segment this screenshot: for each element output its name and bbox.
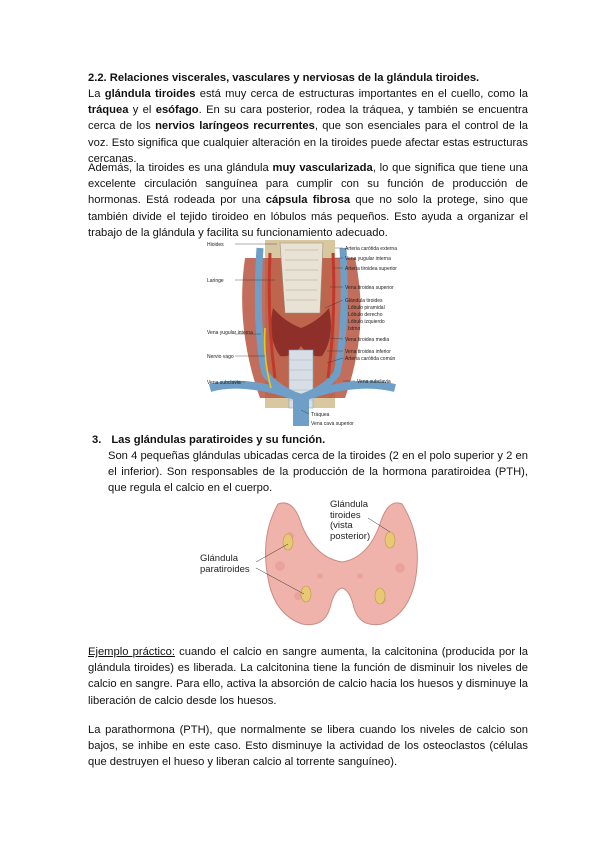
parathyroid-upper-right bbox=[385, 532, 395, 548]
label-vena-subclavia-left: Vena subclavia bbox=[207, 380, 241, 386]
label-glandula-tiroides: Glándula tiroides bbox=[345, 298, 383, 304]
section-heading-3: 3. Las glándulas paratiroides y su función. bbox=[92, 434, 326, 446]
label-arteria-tiroidea-superior: Arteria tiroidea superior bbox=[345, 266, 397, 272]
paragraph-thyroid-relations: La glándula tiroides está muy cerca de estructuras importantes en el cuello, como la tráquea y el esófago. En su cara posterior, rodea la tráquea, y también se encuentra cerca de los nervios laríngeos recurrentes, que son esenciales para el control de la voz. Esto significa que cualquier alteración en la tiroides puede afectar estas estructuras cercanas. bbox=[88, 88, 528, 165]
label-laringe: Laringe bbox=[207, 278, 224, 284]
larynx-shape bbox=[280, 243, 323, 313]
paragraph-practical-example: Ejemplo práctico: cuando el calcio en sangre aumenta, la calcitonina (producida por la glándula tiroides) es liberada. La calcitonina tiene la función de disminuir los niveles de calcio en sangre. Para ello, activa la absorción de calcio hacia los huesos y disminuye la liberación de calcio desde los huesos. bbox=[88, 646, 528, 707]
label-vena-subclavia-right: Vena subclavia bbox=[357, 379, 391, 385]
vena-cava bbox=[293, 398, 309, 426]
parathyroid-upper-left bbox=[283, 534, 293, 550]
label-traquea: Tráquea bbox=[311, 412, 330, 418]
label-nervio-vago: Nervio vago bbox=[207, 354, 234, 360]
thyroid-anatomy-figure bbox=[205, 238, 400, 428]
label-lobulo-derecho: Lóbulo derecho bbox=[348, 312, 383, 318]
label-parathyroid: Glándula paratiroides bbox=[200, 553, 250, 575]
label-vena-yugular-interna-left: Vena yugular interna bbox=[207, 330, 253, 336]
label-vena-yugular-interna-right: Vena yugular interna bbox=[345, 256, 391, 262]
label-vena-cava-superior: Vena cava superior bbox=[311, 421, 354, 427]
paragraph-vascularization: Además, la tiroides es una glándula muy vascularizada, lo que significa que tiene una excelente circulación sanguínea para cumplir con su función de producción de hormonas. Está rodeada por una cápsula fibrosa que no solo la protege, sino que también divide el tejido tiroideo en lóbulos más pequeños. Esto ayuda a organizar el trabajo de la glándula y facilita su funcionamiento adecuado. bbox=[88, 162, 529, 239]
label-istmo: Istmo bbox=[348, 326, 361, 332]
label-vena-tiroidea-media: Vena tiroidea media bbox=[345, 337, 390, 343]
label-arteria-carotida-comun: Arteria carótida común bbox=[345, 356, 396, 362]
label-lobulo-izquierdo: Lóbulo izquierdo bbox=[348, 319, 385, 325]
label-lobulo-piramidal: Lóbulo piramidal bbox=[348, 305, 385, 311]
parathyroid-lower-right bbox=[375, 588, 385, 604]
label-thyroid-posterior: Glándula tiroides (vista posterior) bbox=[330, 499, 371, 542]
label-vena-tiroidea-inferior: Vena tiroidea inferior bbox=[345, 349, 391, 355]
parathyroid-lower-left bbox=[301, 586, 311, 602]
label-arteria-carotida-externa: Arteria carótida externa bbox=[345, 246, 397, 252]
label-hioides: Hioides bbox=[207, 242, 224, 248]
section-heading-2-2: 2.2. Relaciones viscerales, vasculares y nerviosas de la glándula tiroides. bbox=[88, 72, 480, 84]
example-label: Ejemplo práctico: bbox=[88, 646, 175, 658]
paragraph-pth: La parathormona (PTH), que normalmente se libera cuando los niveles de calcio son bajos, se inhibe en este caso. Esto disminuye la actividad de los osteoclastos (células que destruyen el hueso y liberan calcio al torrente sanguíneo). bbox=[88, 724, 528, 769]
label-vena-tiroidea-superior: Vena tiroidea superior bbox=[345, 285, 394, 291]
paragraph-parathyroid: Son 4 pequeñas glándulas ubicadas cerca de la tiroides (2 en el polo superior y 2 en el inferior). Son responsables de la producción de la hormona paratiroidea (PTH), que regula el calcio en el cuerpo. bbox=[108, 450, 528, 495]
